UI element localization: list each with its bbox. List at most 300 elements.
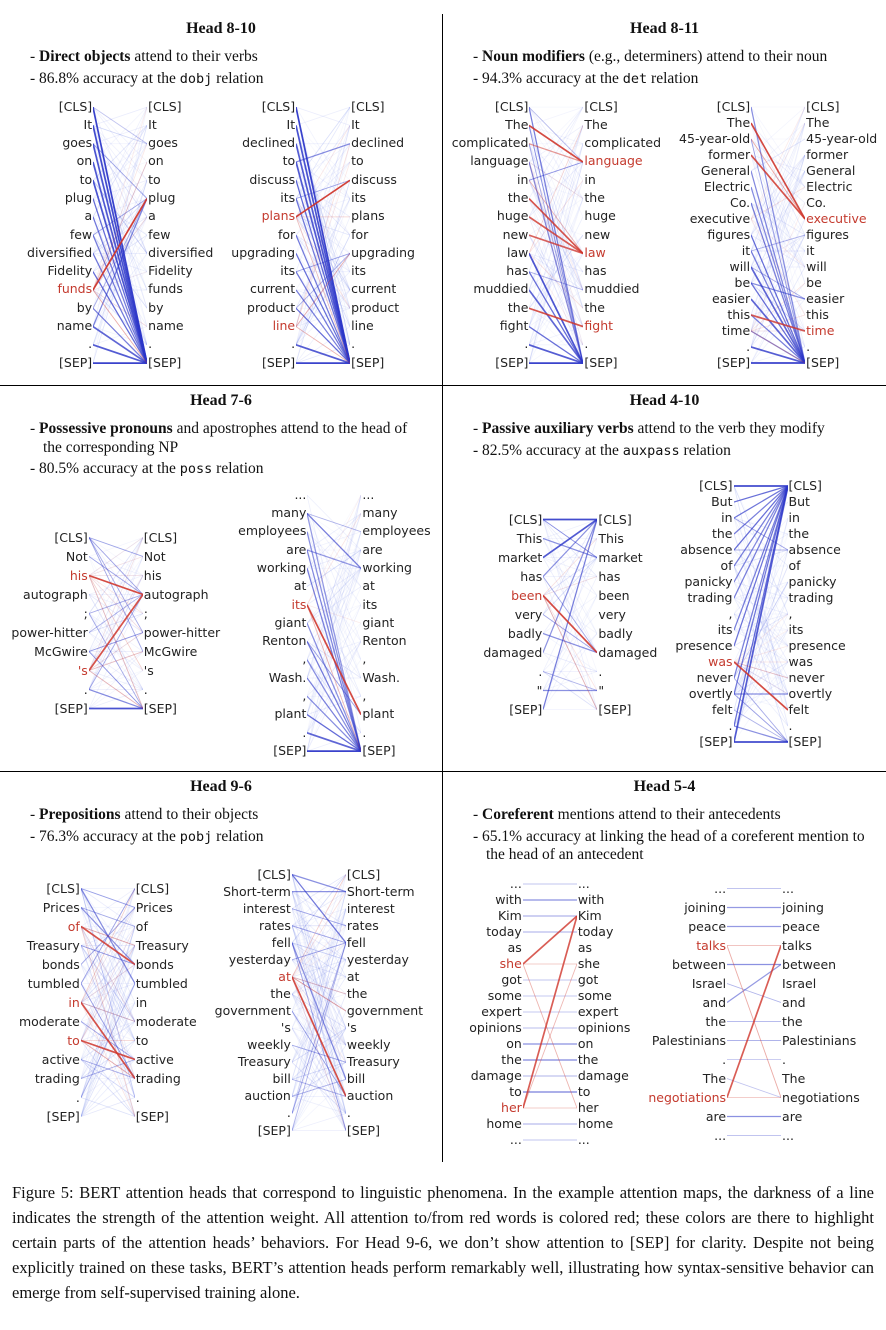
word-label: plug: [148, 190, 176, 205]
word-label: discuss: [249, 171, 296, 187]
word-label: with: [495, 891, 522, 907]
word-label: complicated: [584, 135, 662, 151]
word-label: General: [806, 163, 856, 179]
panel-title: Head 8-10: [186, 20, 256, 37]
attention-lines: [296, 98, 350, 373]
panel-head-8-11: [443, 14, 886, 386]
word-label: language: [584, 153, 643, 169]
word-label: auction: [244, 1088, 291, 1104]
word-label: [CLS]: [261, 98, 296, 114]
bullet-text: 80.5% accuracy at the: [39, 460, 180, 478]
word-label: .: [286, 1105, 291, 1121]
word-label: home: [486, 1115, 522, 1131]
bullet-text: relation: [679, 441, 731, 459]
word-label: opinions: [577, 1019, 631, 1035]
word-label: few: [69, 226, 93, 242]
word-label: to: [135, 1033, 149, 1049]
word-label: weekly: [247, 1037, 291, 1053]
word-label: by: [76, 299, 93, 315]
word-label: ,: [788, 606, 793, 622]
bullet-keyphrase: Passive auxiliary verbs: [482, 420, 634, 437]
word-label: ...: [509, 1131, 522, 1147]
word-column-right: [577, 876, 631, 1148]
word-label: been: [511, 587, 543, 603]
word-label: .: [584, 336, 589, 352]
word-label: a: [148, 208, 156, 224]
attention-lines: [734, 478, 788, 750]
word-column-right: [350, 98, 415, 372]
word-label: new: [584, 226, 611, 242]
word-label: time: [806, 323, 835, 339]
word-label: The: [702, 1070, 727, 1086]
relation-name: poss: [179, 461, 213, 478]
word-label: .: [782, 1051, 787, 1067]
word-label: moderate: [18, 1014, 80, 1030]
word-label: [SEP]: [362, 742, 396, 758]
bullet-text: 65.1% accuracy at linking the head of a coreferent mention to the head of an antecedent: [482, 827, 865, 864]
bullet: [473, 828, 874, 865]
attention-map: [679, 99, 877, 371]
word-label: her: [577, 1099, 599, 1115]
panel-title: Head 4-10: [629, 392, 700, 409]
bullet: [473, 420, 874, 439]
word-label: 's: [143, 663, 154, 679]
word-label: peace: [782, 918, 820, 934]
word-label: at: [362, 578, 375, 594]
bullet-dash: -: [473, 420, 483, 437]
word-label: has: [598, 568, 621, 584]
attention-lines: [307, 486, 361, 761]
word-column-right: [346, 866, 423, 1139]
word-label: to: [148, 171, 161, 187]
word-label: panicky: [684, 574, 733, 590]
panel-bullets: [4, 803, 438, 849]
word-label: Co.: [730, 195, 751, 211]
word-label: in: [517, 171, 529, 187]
word-label: Treasury: [135, 938, 189, 954]
word-label: at: [346, 968, 360, 984]
word-label: as: [507, 939, 522, 955]
panel-bullets: [447, 45, 882, 91]
word-label: negotiations: [782, 1089, 860, 1105]
word-label: in: [721, 510, 733, 526]
word-label: [SEP]: [59, 354, 93, 370]
word-label: The: [782, 1070, 806, 1086]
bullet-dash: -: [30, 69, 40, 87]
word-label: some: [487, 987, 522, 1003]
word-label: power-hitter: [143, 625, 221, 641]
word-label: McGwire: [143, 644, 198, 660]
word-label: 's: [346, 1020, 357, 1036]
word-label: [CLS]: [143, 530, 178, 546]
word-label: [SEP]: [143, 701, 177, 717]
word-label: .: [135, 1090, 140, 1106]
word-label: It: [351, 116, 360, 132]
word-label: [SEP]: [699, 734, 733, 750]
word-label: .: [806, 339, 811, 355]
word-label: to: [67, 1033, 80, 1049]
word-label: to: [509, 1083, 522, 1099]
word-label: its: [362, 596, 378, 612]
word-label: line: [351, 317, 374, 333]
word-label: her: [501, 1099, 522, 1115]
word-label: many: [271, 505, 307, 521]
word-label: has: [506, 263, 529, 279]
relation-name: det: [622, 70, 648, 87]
word-label: of: [720, 558, 733, 574]
word-label: [CLS]: [495, 98, 529, 114]
word-label: presence: [675, 638, 733, 654]
word-column-left: [11, 528, 88, 718]
word-label: by: [148, 299, 164, 315]
word-label: bonds: [41, 957, 80, 973]
word-label: fight: [584, 317, 614, 333]
bullet-text: attend to their verbs: [130, 48, 258, 65]
word-label: ,: [302, 651, 307, 667]
word-label: goes: [62, 135, 93, 151]
attention-maps-row: [447, 463, 882, 771]
word-label: absence: [680, 542, 733, 558]
word-label: its: [280, 263, 296, 279]
word-label: declined: [242, 135, 296, 151]
bullet: [30, 70, 430, 89]
word-label: ...: [782, 880, 794, 896]
word-label: .: [788, 718, 793, 734]
word-column-left: [469, 876, 523, 1148]
word-label: figures: [806, 227, 849, 243]
bullet-dash: -: [30, 48, 40, 65]
word-label: upgrading: [351, 244, 415, 260]
word-label: muddied: [473, 281, 529, 297]
word-label: never: [788, 670, 825, 686]
word-column-right: [781, 879, 860, 1145]
word-label: Short-term: [223, 883, 291, 899]
panel-head-5-4: [443, 772, 886, 1162]
word-label: of: [135, 919, 148, 935]
word-label: on: [577, 1035, 594, 1051]
panel-head-8-10: [0, 14, 443, 386]
word-label: for: [351, 226, 369, 242]
attention-lines: [751, 99, 805, 371]
word-label: [SEP]: [46, 1109, 80, 1125]
word-label: will: [806, 259, 827, 275]
word-label: ": [536, 682, 543, 698]
bullet-text: (e.g., determiners) attend to their noun: [584, 48, 828, 65]
word-label: its: [291, 596, 307, 612]
bullet-keyphrase: Noun modifiers: [482, 48, 585, 65]
bullet-dash: -: [30, 460, 40, 478]
word-label: damage: [470, 1067, 522, 1083]
word-label: interest: [346, 900, 395, 916]
bullet: [30, 420, 430, 457]
word-label: its: [351, 190, 367, 205]
word-label: ;: [143, 606, 148, 622]
word-label: to: [282, 153, 296, 169]
word-label: fell: [271, 934, 291, 950]
word-column-left: [483, 510, 543, 719]
word-label: ...: [782, 1127, 794, 1143]
attention-map: [231, 98, 415, 373]
word-label: [SEP]: [257, 1122, 291, 1138]
word-label: [CLS]: [46, 881, 80, 897]
word-label: the: [584, 190, 605, 205]
bullet-text: attend to the verb they modify: [633, 420, 825, 437]
word-label: in: [68, 995, 80, 1011]
word-label: its: [788, 622, 804, 638]
word-label: the: [782, 1013, 803, 1029]
word-label: former: [806, 147, 849, 163]
word-label: it: [741, 243, 751, 259]
bullet-text: relation: [212, 69, 264, 87]
panel-bullets: [4, 45, 438, 91]
word-label: the: [346, 986, 368, 1002]
word-label: panicky: [788, 574, 837, 590]
word-label: 45-year-old: [679, 131, 751, 147]
word-column-left: [238, 486, 307, 760]
word-label: this: [806, 307, 829, 323]
word-label: [SEP]: [509, 701, 543, 717]
word-label: expert: [577, 1003, 619, 1019]
word-label: on: [76, 153, 93, 169]
word-label: [CLS]: [58, 98, 93, 114]
panel-bullets: [447, 803, 882, 868]
word-label: employees: [238, 523, 307, 539]
word-label: government: [214, 1003, 291, 1019]
word-label: some: [577, 987, 612, 1003]
relation-name: auxpass: [622, 442, 680, 459]
word-label: 45-year-old: [806, 131, 878, 147]
word-label: But: [711, 494, 733, 510]
word-label: [SEP]: [806, 355, 840, 371]
attention-lines: [89, 528, 143, 718]
word-label: ;: [83, 606, 88, 622]
word-label: his: [143, 568, 162, 584]
word-label: active: [41, 1052, 80, 1068]
word-label: in: [584, 171, 596, 187]
word-label: easier: [711, 291, 751, 307]
word-label: with: [577, 891, 605, 907]
word-label: This: [516, 530, 543, 546]
word-label: name: [56, 317, 93, 333]
bullet: [473, 442, 874, 461]
word-label: it: [806, 243, 815, 259]
word-label: [SEP]: [346, 1122, 380, 1138]
bullet-keyphrase: Possessive pronouns: [39, 420, 173, 437]
word-label: got: [577, 971, 599, 987]
word-label: .: [148, 336, 153, 352]
word-label: the: [270, 986, 291, 1002]
bullet: [473, 806, 874, 825]
word-label: Palestinians: [651, 1032, 727, 1048]
relation-name: dobj: [179, 70, 213, 87]
attention-maps-row: [447, 868, 882, 1162]
word-label: at: [293, 578, 307, 594]
word-label: Palestinians: [782, 1032, 857, 1048]
word-label: today: [577, 923, 614, 939]
word-label: felt: [788, 702, 809, 718]
bullet-text: mentions attend to their antecedents: [553, 806, 781, 823]
panel-title: Head 8-11: [630, 20, 699, 37]
word-label: name: [148, 317, 184, 333]
attention-map: [648, 879, 859, 1145]
word-label: ...: [294, 486, 307, 502]
word-label: easier: [806, 291, 845, 307]
word-column-left: [452, 98, 530, 372]
word-label: be: [734, 275, 751, 291]
word-label: muddied: [584, 281, 640, 297]
word-label: diversified: [148, 244, 214, 260]
word-label: at: [278, 968, 291, 984]
word-label: its: [717, 622, 733, 638]
panel-head-9-6: [0, 772, 443, 1162]
word-column-right: [361, 486, 430, 760]
word-label: law: [507, 244, 529, 260]
word-label: ...: [577, 1131, 590, 1147]
word-label: the: [788, 526, 810, 542]
attention-lines: [292, 866, 346, 1140]
word-label: [SEP]: [788, 734, 822, 750]
word-label: [CLS]: [54, 530, 88, 546]
bullet-dash: -: [473, 48, 483, 65]
word-label: damaged: [598, 644, 658, 660]
word-column-left: [215, 866, 292, 1139]
word-label: huge: [584, 208, 616, 224]
word-label: as: [577, 939, 592, 955]
attention-maps-row: [4, 91, 438, 385]
word-label: giant: [274, 614, 307, 630]
word-label: [SEP]: [717, 355, 751, 371]
bullet-dash: -: [473, 806, 483, 823]
word-label: bonds: [135, 957, 174, 973]
word-column-left: [231, 98, 296, 372]
word-label: It: [286, 116, 296, 132]
word-label: a: [84, 208, 93, 224]
word-label: [CLS]: [788, 478, 822, 494]
word-label: It: [83, 116, 93, 132]
word-label: [CLS]: [716, 99, 751, 115]
bullet-text: attend to their objects: [120, 806, 259, 823]
word-label: [SEP]: [135, 1109, 169, 1125]
word-label: she: [499, 955, 522, 971]
word-label: and: [702, 994, 727, 1010]
word-column-right: [135, 879, 197, 1126]
attention-map: [11, 528, 220, 718]
word-label: declined: [351, 135, 405, 151]
word-label: .: [143, 682, 148, 698]
word-label: got: [501, 971, 522, 987]
word-label: law: [584, 244, 606, 260]
word-label: and: [782, 994, 806, 1010]
word-label: in: [135, 995, 148, 1011]
word-label: Kim: [497, 907, 522, 923]
word-label: ,: [362, 651, 367, 667]
word-label: many: [362, 505, 398, 521]
word-label: trading: [135, 1071, 181, 1087]
word-label: executive: [806, 211, 867, 227]
word-label: peace: [688, 918, 727, 934]
word-label: are: [362, 541, 383, 557]
word-label: .: [524, 336, 529, 352]
word-label: she: [577, 955, 600, 971]
word-label: for: [277, 226, 296, 242]
word-label: to: [79, 171, 93, 187]
word-label: between: [671, 956, 727, 972]
word-label: will: [729, 259, 751, 275]
word-label: between: [782, 956, 837, 972]
word-label: executive: [689, 211, 751, 227]
word-label: active: [135, 1052, 174, 1068]
word-label: .: [351, 336, 356, 352]
attention-map: [675, 478, 845, 750]
word-label: fight: [499, 317, 529, 333]
word-label: never: [696, 670, 733, 686]
word-label: was: [788, 654, 813, 670]
word-label: discuss: [351, 171, 397, 187]
word-label: the: [705, 1013, 727, 1029]
word-label: has: [584, 263, 607, 279]
word-column-right: [583, 98, 661, 372]
panel-bullets: [447, 417, 882, 463]
word-label: trading: [788, 590, 834, 606]
attention-maps-row: [4, 482, 438, 771]
bullet-dash: -: [30, 806, 40, 823]
word-label: badly: [598, 625, 633, 641]
word-label: funds: [148, 281, 183, 297]
word-label: to: [577, 1083, 591, 1099]
word-label: bill: [346, 1071, 366, 1087]
attention-map: [215, 866, 423, 1140]
word-label: .: [538, 663, 543, 679]
word-label: line: [272, 317, 296, 333]
word-label: weekly: [346, 1037, 391, 1053]
word-column-left: [679, 99, 751, 371]
word-label: [CLS]: [584, 98, 618, 114]
word-label: product: [351, 299, 400, 315]
word-label: huge: [496, 208, 529, 224]
word-label: [SEP]: [584, 354, 618, 370]
bullet-text: 82.5% accuracy at the: [482, 441, 623, 459]
word-label: The: [806, 115, 830, 131]
word-label: .: [598, 663, 603, 679]
relation-name: pobj: [179, 828, 213, 845]
bullet-text: relation: [212, 827, 264, 845]
word-label: Fidelity: [148, 263, 193, 279]
word-label: figures: [707, 227, 751, 243]
word-label: Fidelity: [47, 263, 93, 279]
word-label: are: [286, 541, 307, 557]
panel-head-4-10: [443, 386, 886, 772]
word-label: working: [256, 560, 307, 576]
word-label: General: [700, 163, 751, 179]
word-label: Short-term: [346, 883, 415, 899]
word-label: This: [598, 530, 624, 546]
word-label: talks: [782, 937, 812, 953]
panel-title: Head 7-6: [190, 392, 252, 409]
word-label: interest: [242, 900, 291, 916]
word-label: expert: [481, 1003, 522, 1019]
bullet: [30, 806, 430, 825]
attention-map: [238, 486, 430, 761]
attention-map: [469, 876, 630, 1148]
word-label: [CLS]: [135, 881, 170, 897]
word-label: employees: [362, 523, 431, 539]
word-column-left: [27, 98, 93, 372]
word-label: are: [782, 1108, 803, 1124]
word-label: It: [148, 116, 157, 132]
word-label: talks: [696, 937, 727, 953]
word-label: [CLS]: [508, 511, 543, 527]
word-label: Renton: [362, 633, 407, 649]
